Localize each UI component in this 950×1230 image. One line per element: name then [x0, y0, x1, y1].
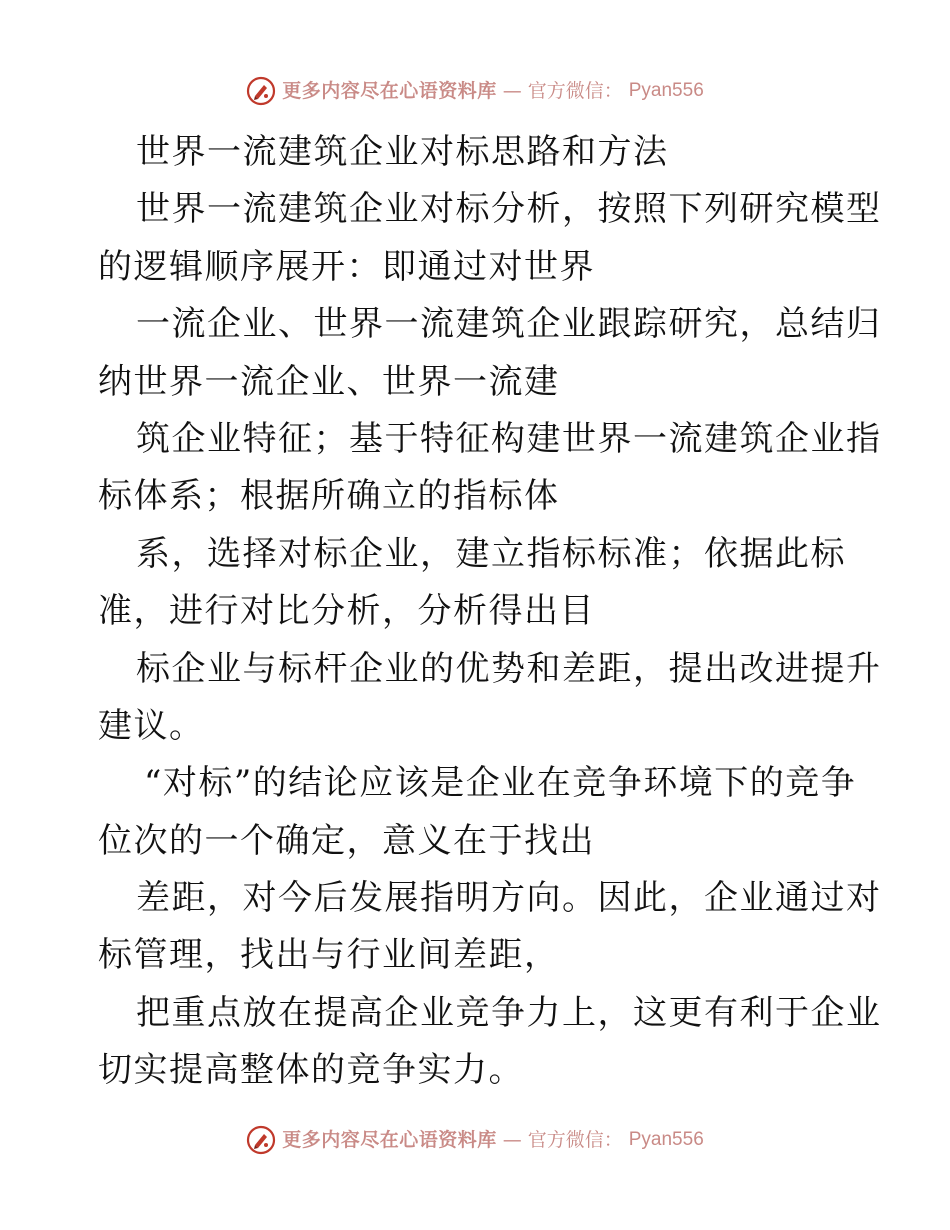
document-title: 世界一流建筑企业对标思路和方法 — [136, 132, 669, 172]
paragraph-line: 位次的一个确定，意义在于找出 — [98, 820, 595, 861]
document-body — [98, 124, 882, 1100]
paragraph-line: 差距，对今后发展指明方向。因此，企业通过对 — [136, 878, 882, 919]
paragraph-line: 系，选择对标企业，建立指标标准；依据此标 — [136, 533, 846, 574]
paragraph-line: 的逻辑顺序展开：即通过对世界 — [98, 246, 595, 287]
paragraph-line: 纳世界一流企业、世界一流建 — [98, 361, 560, 402]
watermark-dash: — — [502, 80, 522, 102]
paragraph-line: “对标”的结论应该是企业在竞争环境下的竞争 — [144, 763, 857, 804]
paragraph-line: 准，进行对比分析，分析得出目 — [98, 591, 595, 632]
watermark-dash: — — [502, 1129, 522, 1151]
paragraph-line: 切实提高整体的竞争实力。 — [98, 1050, 524, 1091]
paragraph-line: 标管理，找出与行业间差距， — [98, 935, 560, 976]
watermark-wechat-label: 官方微信： — [527, 80, 623, 102]
paragraph-line: 一流企业、世界一流建筑企业跟踪研究，总结归 — [136, 304, 882, 345]
paragraph-line: 把重点放在提高企业竞争力上，这更有利于企业 — [136, 992, 882, 1033]
brand-logo-icon — [246, 1125, 276, 1155]
paragraph-line: 标体系；根据所确立的指标体 — [98, 476, 560, 517]
paragraph-line: 筑企业特征；基于特征构建世界一流建筑企业指 — [136, 418, 882, 459]
brand-logo-icon — [246, 76, 276, 106]
paragraph-line: 标企业与标杆企业的优势和差距，提出改进提升 — [136, 648, 882, 689]
watermark-footer — [0, 1125, 950, 1155]
watermark-wechat-id: Pyan556 — [628, 80, 704, 101]
watermark-header — [0, 76, 950, 106]
paragraph-line: 世界一流建筑企业对标分析，按照下列研究模型 — [136, 189, 882, 230]
watermark-slogan: 更多内容尽在心语资料库 — [282, 1129, 497, 1151]
paragraph-line: 建议。 — [98, 705, 205, 746]
watermark-wechat-label: 官方微信： — [527, 1129, 623, 1151]
watermark-slogan: 更多内容尽在心语资料库 — [282, 80, 497, 102]
watermark-wechat-id: Pyan556 — [628, 1129, 704, 1150]
